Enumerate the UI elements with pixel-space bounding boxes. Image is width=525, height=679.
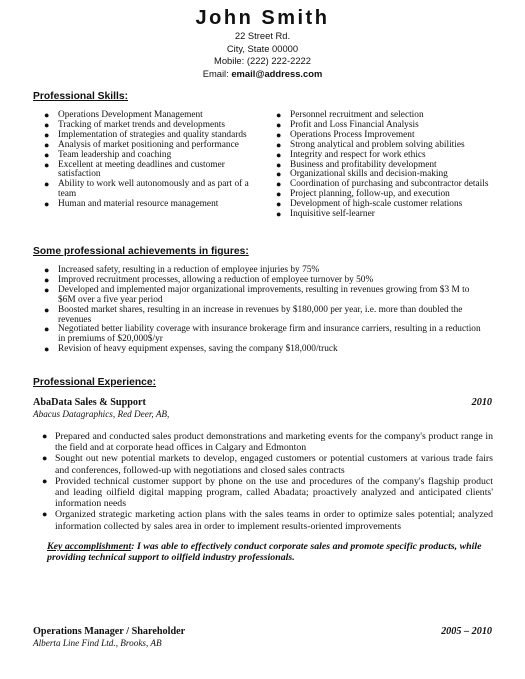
bullet-icon: ● <box>44 110 50 120</box>
bullet-icon: ● <box>42 475 48 486</box>
bullet-icon: ● <box>276 199 282 210</box>
bullet-icon: ● <box>44 324 50 335</box>
bullet-icon: ● <box>276 159 282 170</box>
job-company: Alberta Line Find Ltd., Brooks, AB <box>33 638 162 648</box>
bullet-icon: ● <box>44 265 50 275</box>
email-label: Email: <box>202 67 232 79</box>
bullet-icon: ● <box>276 209 282 220</box>
job-date: 2005 – 2010 <box>441 626 492 637</box>
bullet-icon: ● <box>276 169 282 180</box>
list-item-text: Revision of heavy equipment expenses, saving the company $18,000/truck <box>58 344 338 355</box>
list-item <box>33 509 493 531</box>
list-item-text: Boosted market shares, resulting in an increase in revenues by $180,000 per year, i.e. more than doubled the revenues <box>58 304 463 325</box>
bullet-icon: ● <box>276 149 282 160</box>
list-item-text: Organized strategic marketing action plans with the sales teams in order to optimize sales potential; analyzed information collected by sales area in order to implement results-oriented improvements <box>55 509 493 532</box>
bullet-icon: ● <box>276 119 282 130</box>
key-accomplishment-text: : I was able to effectively conduct corporate sales and promote specific products, while providing technical support to oilfield industry professionals. <box>47 541 482 564</box>
list-item-text: Provided technical customer support by phone on the use and procedures of the company's flagship product and leading oilfield digital mapping program, called Abadata; proactively analyzed and anticipated clients' information needs <box>55 475 493 510</box>
list-item-text: Prepared and conducted sales product demonstrations and marketing events for the company's product range in the field and at corporate head offices in Calgary and Edmonton <box>55 431 493 454</box>
job-date: 2010 <box>471 397 492 408</box>
list-item <box>38 200 253 210</box>
list-item-text: Tracking of market trends and developments <box>58 119 226 130</box>
skills-title-text: Professional Skills <box>33 91 125 102</box>
list-item <box>38 325 486 345</box>
key-accomplishment-label: Key accomplishment <box>47 541 132 552</box>
email-address[interactable]: email@address.com <box>231 67 323 79</box>
bullet-icon: ● <box>42 431 48 441</box>
bullet-icon: ● <box>44 139 50 150</box>
bullet-icon: ● <box>44 119 50 130</box>
street-address: 22 Street Rd. <box>234 30 291 41</box>
bullet-icon: ● <box>44 304 50 315</box>
list-item <box>38 180 253 200</box>
list-item <box>38 161 253 181</box>
mobile-phone: Mobile: (222) 222-2222 <box>214 55 311 66</box>
list-item-text: Operations Development Management <box>58 110 203 120</box>
list-item-text: Integrity and respect for work ethics <box>290 149 426 160</box>
bullet-icon: ● <box>44 274 50 285</box>
list-item-text: Ability to work well autonomously and as part of a team <box>58 179 249 200</box>
job-title: AbaData Sales & Support <box>33 397 146 408</box>
skills-section-title: Professional Skills: <box>33 91 129 102</box>
bullet-icon: ● <box>44 199 50 210</box>
list-item-text: Business and profitability development <box>290 159 437 170</box>
list-item-text: Personnel recruitment and selection <box>290 110 424 120</box>
list-item <box>38 306 486 326</box>
list-item-text: Organizational skills and decision-making <box>290 169 448 180</box>
list-item-text: Sought out new potential markets to develop, engaged customers or potential customers at various trade fairs and conferences, followed-up with negotiations and closed sales contracts <box>55 453 493 476</box>
bullet-icon: ● <box>276 179 282 190</box>
bullet-icon: ● <box>276 129 282 140</box>
bullet-icon: ● <box>44 159 50 170</box>
achievements-section-title: Some professional achievements in figures: <box>33 246 249 257</box>
email-line <box>0 68 525 81</box>
list-item-text: Increased safety, resulting in a reduction of employee injuries by 75% <box>58 265 320 275</box>
list-item <box>33 431 493 453</box>
list-item-text: Operations Process Improvement <box>290 129 415 140</box>
list-item-text: Team leadership and coaching <box>58 149 172 160</box>
list-item-text: Profit and Loss Financial Analysis <box>290 119 419 130</box>
list-item-text: Excellent at meeting deadlines and customer satisfaction <box>58 159 225 180</box>
experience-title-text: Professional Experience <box>33 377 153 388</box>
list-item <box>38 345 486 355</box>
list-item <box>38 286 486 306</box>
list-item <box>33 476 493 510</box>
list-item-text: Strong analytical and problem solving abilities <box>290 139 465 150</box>
job-bullets <box>33 431 493 532</box>
list-item-text: Improved recruitment processes, allowing a reduction of employee turnover by 50% <box>58 274 374 285</box>
bullet-icon: ● <box>44 284 50 295</box>
list-item-text: Project planning, follow-up, and execution <box>290 189 450 200</box>
list-item-text: Development of high-scale customer relations <box>290 199 463 210</box>
bullet-icon: ● <box>42 453 48 464</box>
job-company: Abacus Datagraphics, Red Deer, AB, <box>33 409 170 419</box>
job-title: Operations Manager / Shareholder <box>33 626 186 637</box>
achievements-list <box>38 266 486 355</box>
bullet-icon: ● <box>44 179 50 190</box>
list-item-text: Negotiated better liability coverage with insurance brokerage firm and insurance carriers, resulting in a reduction in premiums of $20,000$/yr <box>58 324 481 345</box>
candidate-name: John Smith <box>195 7 330 29</box>
list-item-text: Implementation of strategies and quality standards <box>58 129 247 140</box>
bullet-icon: ● <box>42 509 48 520</box>
list-item <box>270 210 492 220</box>
bullet-icon: ● <box>44 149 50 160</box>
city-state: City, State 00000 <box>226 42 299 54</box>
key-accomplishment <box>47 541 497 564</box>
bullet-icon: ● <box>276 189 282 200</box>
skills-left-column <box>38 111 253 210</box>
skills-right-column <box>270 111 492 220</box>
list-item-text: Analysis of market positioning and performance <box>58 139 239 150</box>
resume-header <box>0 0 525 80</box>
bullet-icon: ● <box>44 129 50 140</box>
bullet-icon: ● <box>276 110 282 120</box>
achievements-title-text: Some professional achievements in figures <box>33 246 246 257</box>
list-item-text: Coordination of purchasing and subcontractor details <box>290 179 489 190</box>
bullet-icon: ● <box>44 344 50 355</box>
list-item-text: Inquisitive self-learner <box>290 209 375 220</box>
list-item-text: Human and material resource management <box>58 199 219 210</box>
list-item <box>33 453 493 475</box>
list-item-text: Developed and implemented major organizational improvements, resulting in revenues growing from $3 M to $6M over a five year period <box>58 284 470 305</box>
bullet-icon: ● <box>276 139 282 150</box>
experience-section-title: Professional Experience: <box>33 377 157 388</box>
